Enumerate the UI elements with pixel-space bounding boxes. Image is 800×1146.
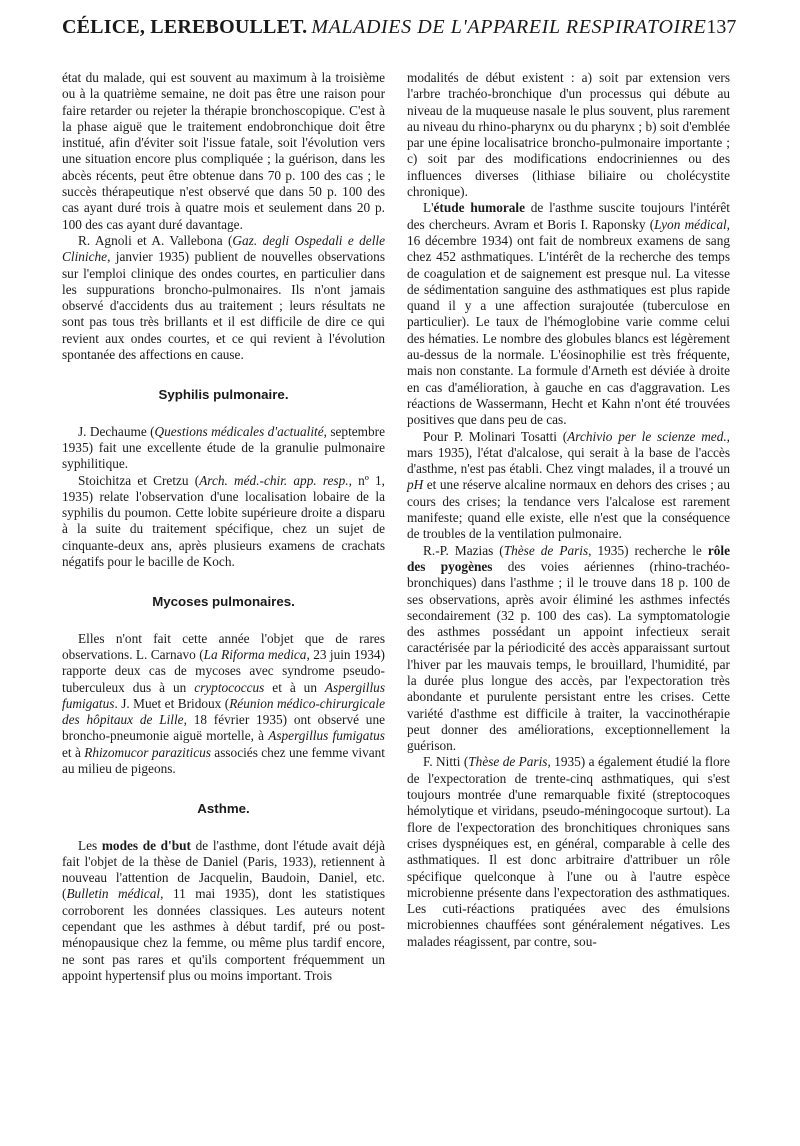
page-number: 137 xyxy=(706,16,737,38)
text-columns xyxy=(62,70,730,984)
paragraph: F. Nitti (Thèse de Paris, 1935) a également étudié la flore de l'expectoration de trente-cinq asthmatiques, qui s'est toujours montrée d'une remarquable fixité (streptocoques hémolytique et viridans, pseudo-méningocoque surtout). La flore de l'expectoration des bronchitiques chroniques sans crises dyspnéiques est, en général, comparable à celle des asthmatiques. Il est donc arbitraire d'attribuer un rôle spécifique quelconque à l'une ou à l'autre espèce microbienne présente dans l'expectoration des asthmatiques. Les cuti-réactions pratiquées avec des émulsions microbiennes chauffées sont généralement négatives. Les malades réagissent, par contre, sou- xyxy=(407,754,730,949)
paragraph: Stoichitza et Cretzu (Arch. méd.-chir. app. resp., nº 1, 1935) relate l'observation d'une localisation lobaire de la syphilis du poumon. Cette lobite supérieure droite a disparu à la suite du traitement spécifique, chez un sujet de cinquante-deux ans, après plusieurs examens de crachats négatifs pour le bacille de Koch. xyxy=(62,472,386,570)
paragraph: Pour P. Molinari Tosatti (Archivio per le scienze med., mars 1935), l'état d'alcalose, qui serait à la base de l'accès d'asthme, n'est pas établi. Chez vingt malades, il a trouvé un pH et une réserve alcaline normaux en dehors des crises ; au cours des crises; la tendance vers l'alcalose est rarement manifeste; quand elle existe, elle n'est que la conséquence de troubles de la ventilation pulmonaire. xyxy=(407,428,730,542)
paragraph: R. Agnoli et A. Vallebona (Gaz. degli Ospedali e delle Cliniche, janvier 1935) publient de nouvelles observations sur l'emploi clinique des ondes courtes, en particulier dans les suppurations broncho-pulmonaires. Ils n'ont jamais observé d'accidents dus au traitement ; leurs résultats ne sont pas tous très brillants et il est difficile de dire ce qui revient aux ondes courtes, et ce qui revient à l'évolution spontanée des affections en cause. xyxy=(62,232,385,363)
left-column xyxy=(62,70,385,984)
paragraph: Elles n'ont fait cette année l'objet que de rares observations. L. Carnavo (La Riforma medica, 23 juin 1934) rapporte deux cas de mycoses avec syndrome pseudo-tuberculeux dus à un cryptococcus et à un Aspergillus fumigatus. J. Muet et Bridoux (Réunion médico-chirurgicale des hôpitaux de Lille, 18 février 1935) ont observé une broncho-pneumonie aiguë mortelle, à Aspergillus fumigatus et à Rhizomucor paraziticus associés chez une femme vivant au milieu de pigeons. xyxy=(62,630,386,776)
paragraph: L'étude humorale de l'asthme suscite toujours l'intérêt des chercheurs. Avram et Boris I. Raponsky (Lyon médical, 16 décembre 1934) ont fait de nombreux examens de sang chez 452 asthmatiques. L'intérêt de la recherche des temps de coagulation et de saignement est presque nul. La vitesse de sédimentation sanguine des asthmatiques est plus rapide quand il y a une affection surajoutée (tuberculose en particulier). Le taux de l'hémoglobine varie comme celui des hématies. Le nombre des globules blancs est légèrement au-dessus de la normale. L'éosinophilie est très fréquente, mais non constante. La formule d'Arneth est déviée à droite en cas d'amélioration, à gauche en cas d'aggravation. Les réactions de Wassermann, Hecht et Kahn n'ont été trouvées positives que dans peu de cas. xyxy=(407,200,730,428)
paragraph: modalités de début existent : a) soit par extension vers l'arbre trachéo-bronchique d'un processus qui débute au niveau de la muqueuse nasale le plus souvent, plus rarement au niveau du rhino-pharynx ou du pharynx ; b) soit d'emblée par une épine localisatrice broncho-pulmonaire importante ; c) soit par des modifications endocriniennes ou des influences diverses (lithiase biliaire ou cholécystite chronique). xyxy=(407,70,730,200)
section-heading-syphilis: Syphilis pulmonaire. xyxy=(158,387,289,403)
running-header xyxy=(62,16,737,56)
header-authors: CÉLICE, LEREBOULLET. xyxy=(62,16,308,38)
paragraph: Les modes de d'but de l'asthme, dont l'étude avait déjà fait l'objet de la thèse de Daniel (Paris, 1933), retiennent à nouveau l'attention de Jacquelin, Baudoin, Daniel, etc. (Bulletin médical, 11 mai 1935), dont les statistiques corroborent les données classiques. Les auteurs notent cependant que les asthmes à début tardif, pré ou post-ménopausique chez la femme, ou même plus tardif encore, ne sont pas rares et qu'ils comportent fréquemment un appoint hypertensif plus ou moins important. Trois xyxy=(62,837,386,983)
section-heading-asthme: Asthme. xyxy=(197,801,250,817)
paragraph: R.-P. Mazias (Thèse de Paris, 1935) recherche le rôle des pyogènes des voies aériennes (rhino-trachéo-bronchiques) dans l'asthme ; il le trouve dans 18 p. 100 de ses observations, après avoir éliminé les asthmes infectés secondairement (32 p. 100 des cas). La symptomatologie des asthmes possédant un appoint infectieux serait caractérisée par la périodicité des accès apparaissant surtout l'hiver par les mauvais temps, le brouillard, l'humidité, par la durée plus longue des accès, par l'expectoration très abondante et purulente persistant entre les crises. Cette variété d'asthme est difficile à traiter, la vaccinothérapie peut donner des améliorations, exceptionnellement la guérison. xyxy=(407,542,730,754)
right-column xyxy=(407,70,730,984)
section-heading-mycoses: Mycoses pulmonaires. xyxy=(152,594,295,610)
paragraph: état du malade, qui est souvent au maximum à la troisième ou à la quatrième semaine, ne doit pas être une raison pour faire retarder ou rejeter la thérapie bronchoscopique. C'est à la phase aiguë que le traitement endobronchique doit être institué, afin d'éviter soit l'issue fatale, soit l'évolution vers une situation encore plus compliquée ; la guérison, dans les abcès récents, peut être obtenue dans 70 p. 100 des cas ; le succès thérapeutique n'est observé que dans 50 p. 100 des cas ayant duré trois à quatre mois et seulement dans 20 p. 100 des cas ayant duré davantage. xyxy=(62,70,385,232)
header-title: MALADIES DE L'APPAREIL RESPIRATOIRE xyxy=(311,16,707,38)
paragraph: J. Dechaume (Questions médicales d'actualité, septembre 1935) fait une excellente étude de la granulie pulmonaire syphilitique. xyxy=(62,423,385,472)
